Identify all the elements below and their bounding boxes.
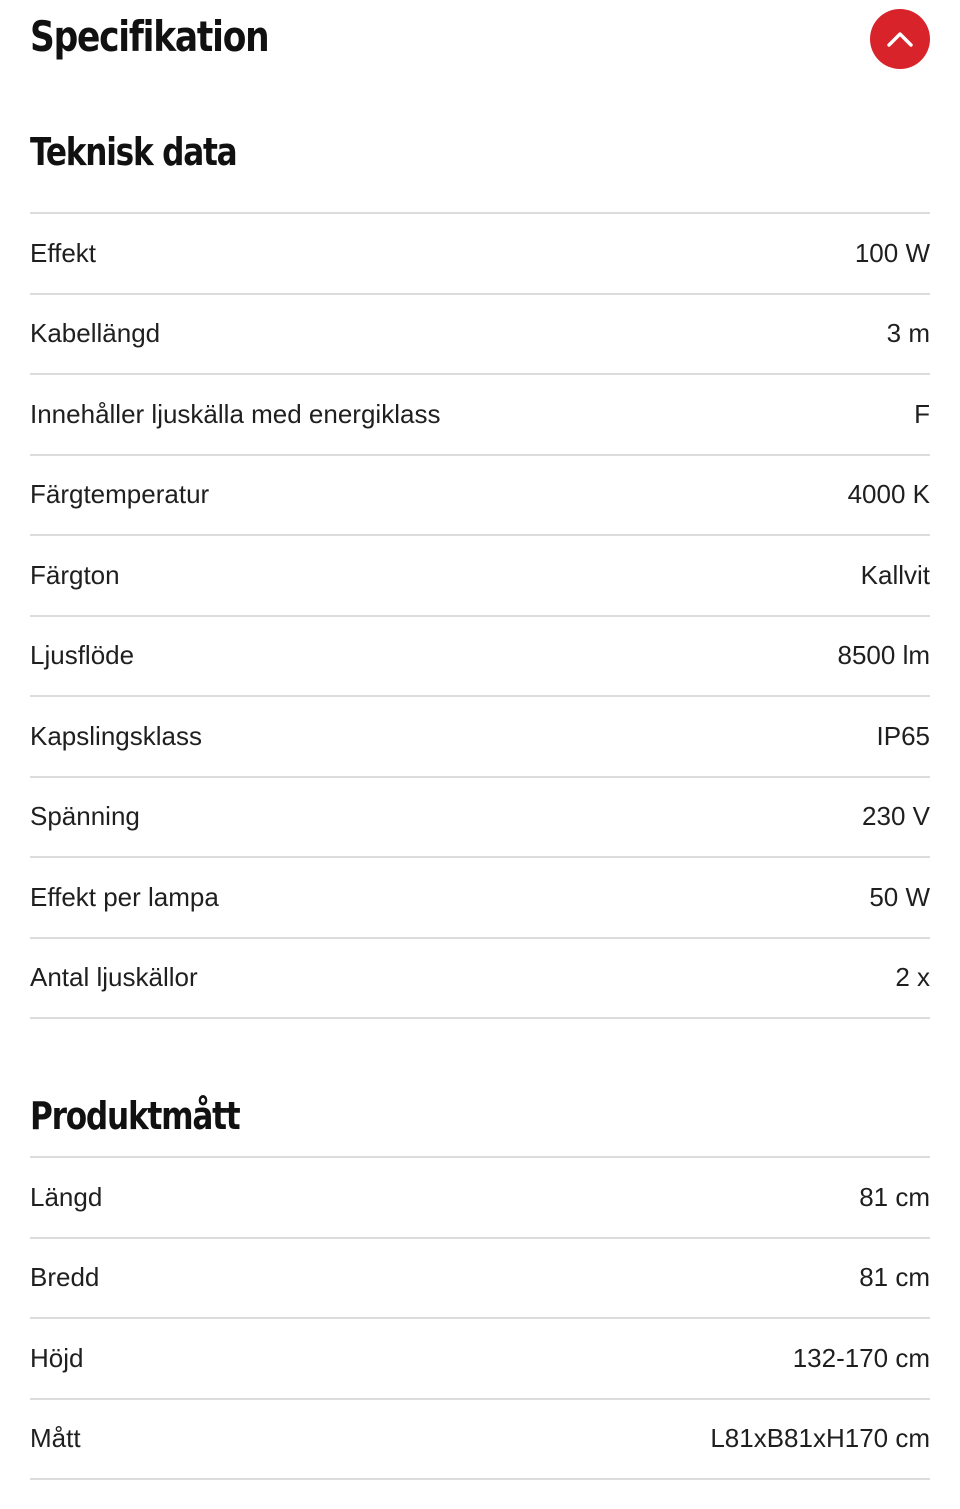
spec-value: 8500 lm [837, 640, 930, 671]
spec-label: Antal ljuskällor [30, 962, 198, 993]
spec-label: Färgtemperatur [30, 479, 210, 510]
spec-value: F [914, 398, 930, 429]
spec-label: Ljusflöde [30, 640, 135, 671]
spec-value: IP65 [876, 720, 930, 751]
spec-row-antal-ljuskallor [30, 939, 930, 1020]
spec-value: 81 cm [859, 1181, 930, 1212]
spec-row-kabellangd [30, 295, 930, 376]
spec-row-fargtemperatur [30, 456, 930, 537]
spec-value: 2 x [895, 962, 930, 993]
product-dimensions-section [30, 1096, 930, 1480]
spec-row-fargton [30, 536, 930, 617]
specification-header [30, 0, 930, 80]
spec-value: L81xB81xH170 cm [710, 1423, 930, 1454]
spec-label: Effekt [30, 237, 97, 268]
chevron-up-icon [885, 24, 915, 54]
spec-value: 3 m [886, 318, 930, 349]
collapse-button[interactable] [870, 9, 930, 69]
section-title-technical: Teknisk data [30, 130, 237, 174]
technical-data-section [30, 132, 930, 1019]
dimensions-spec-list [30, 1156, 930, 1480]
spec-value: 132-170 cm [792, 1342, 930, 1373]
spec-label: Höjd [30, 1342, 84, 1373]
spec-row-hojd [30, 1319, 930, 1400]
spec-label: Innehåller ljuskälla med energiklass [30, 398, 441, 429]
spec-row-effekt-per-lampa [30, 858, 930, 939]
spec-row-langd [30, 1158, 930, 1239]
spec-value: 100 W [854, 237, 930, 268]
spec-row-ljusflode [30, 617, 930, 698]
spec-row-bredd [30, 1239, 930, 1320]
spec-label: Effekt per lampa [30, 881, 219, 912]
spec-value: 230 V [862, 801, 930, 832]
spec-value: 50 W [869, 881, 930, 912]
spec-value: Kallvit [860, 559, 930, 590]
spec-row-matt [30, 1400, 930, 1481]
page-title: Specifikation [30, 12, 269, 61]
spec-row-energiklass [30, 375, 930, 456]
spec-row-spanning [30, 778, 930, 859]
spec-label: Mått [30, 1423, 81, 1454]
spec-row-kapslingsklass [30, 697, 930, 778]
spec-label: Spänning [30, 801, 140, 832]
spec-value: 4000 K [847, 479, 930, 510]
spec-label: Längd [30, 1181, 103, 1212]
spec-row-effekt [30, 214, 930, 295]
spec-label: Kapslingsklass [30, 720, 202, 751]
spec-value: 81 cm [859, 1262, 930, 1293]
technical-spec-list [30, 212, 930, 1019]
specification-panel [30, 0, 930, 1480]
spec-label: Färgton [30, 559, 120, 590]
spec-label: Kabellängd [30, 318, 161, 349]
spec-label: Bredd [30, 1262, 100, 1293]
section-title-dimensions: Produktmått [30, 1094, 240, 1138]
